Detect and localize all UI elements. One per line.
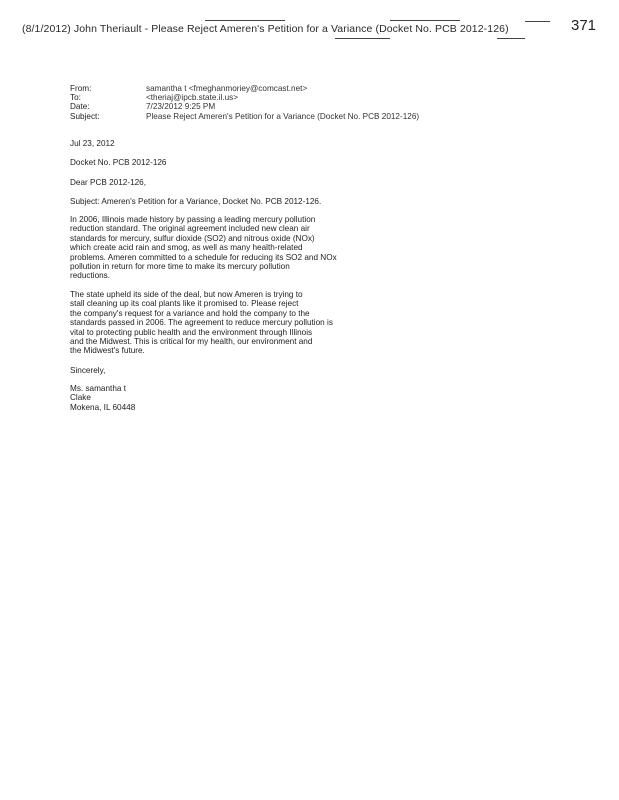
letter-closing: Sincerely, bbox=[70, 366, 106, 375]
letter-paragraph-2 bbox=[70, 290, 333, 356]
paragraph-line: and the Midwest. This is critical for my health, our environment and bbox=[70, 336, 313, 346]
paragraph-line: the company's request for a variance and hold the company to the bbox=[70, 308, 310, 318]
paragraph-line: stall cleaning up its coal plants like it promised to. Please reject bbox=[70, 299, 299, 309]
letter-signature bbox=[70, 384, 135, 412]
header-rule-right bbox=[525, 21, 550, 22]
paragraph-line: The state upheld its side of the deal, but now Ameren is trying to bbox=[70, 290, 303, 299]
signature-line: Mokena, IL 60448 bbox=[70, 402, 136, 412]
to-label: To: bbox=[70, 93, 81, 102]
paragraph-line: reduction standard. The original agreement included new clean air bbox=[70, 224, 310, 234]
paragraph-line: problems. Ameren committed to a schedule for reducing its SO2 and NOx bbox=[70, 252, 337, 262]
paragraph-line: which create acid rain and smog, as well as many health-related bbox=[70, 243, 303, 253]
header-rule-top bbox=[205, 20, 285, 21]
letter-docket: Docket No. PCB 2012-126 bbox=[70, 158, 167, 167]
paragraph-line: vital to protecting public health and the environment through Illinois bbox=[70, 327, 313, 337]
from-value: samantha t <fmeghanmoriey@comcast.net> bbox=[146, 84, 308, 93]
date-value: 7/23/2012 9:25 PM bbox=[146, 102, 216, 111]
paragraph-line: standards passed in 2006. The agreement to reduce mercury pollution is bbox=[70, 318, 333, 328]
page-number: 371 bbox=[571, 17, 597, 34]
document-header-title: (8/1/2012) John Theriault - Please Reject Ameren's Petition for a Variance (Docket No. PCB 2012-126) bbox=[22, 23, 509, 35]
letter-salutation: Dear PCB 2012-126, bbox=[70, 178, 147, 187]
signature-line: Clake bbox=[70, 393, 91, 403]
paragraph-line: In 2006, Illinois made history by passing a leading mercury pollution bbox=[70, 215, 316, 224]
header-rule-bottom-right bbox=[497, 38, 525, 39]
date-label: Date: bbox=[70, 102, 90, 111]
from-label: From: bbox=[70, 84, 92, 93]
to-value: <theriaj@ipcb.state.il.us> bbox=[146, 93, 239, 102]
paragraph-line: reductions. bbox=[70, 271, 111, 281]
header-rule-underline bbox=[335, 38, 390, 39]
letter-subject-line: Subject: Ameren's Petition for a Variance, Docket No. PCB 2012-126. bbox=[70, 197, 322, 206]
signature-line: Ms. samantha t bbox=[70, 384, 126, 393]
subject-value: Please Reject Ameren's Petition for a Variance (Docket No. PCB 2012-126) bbox=[146, 112, 420, 121]
subject-label: Subject: bbox=[70, 112, 100, 121]
paragraph-line: the Midwest's future. bbox=[70, 346, 145, 356]
paragraph-line: standards for mercury, sulfur dioxide (SO2) and nitrous oxide (NOx) bbox=[70, 233, 315, 243]
paragraph-line: pollution in return for more time to make its mercury pollution bbox=[70, 261, 290, 271]
header-rule-top-right bbox=[390, 20, 460, 21]
letter-date: Jul 23, 2012 bbox=[70, 139, 115, 148]
letter-paragraph-1 bbox=[70, 215, 337, 281]
